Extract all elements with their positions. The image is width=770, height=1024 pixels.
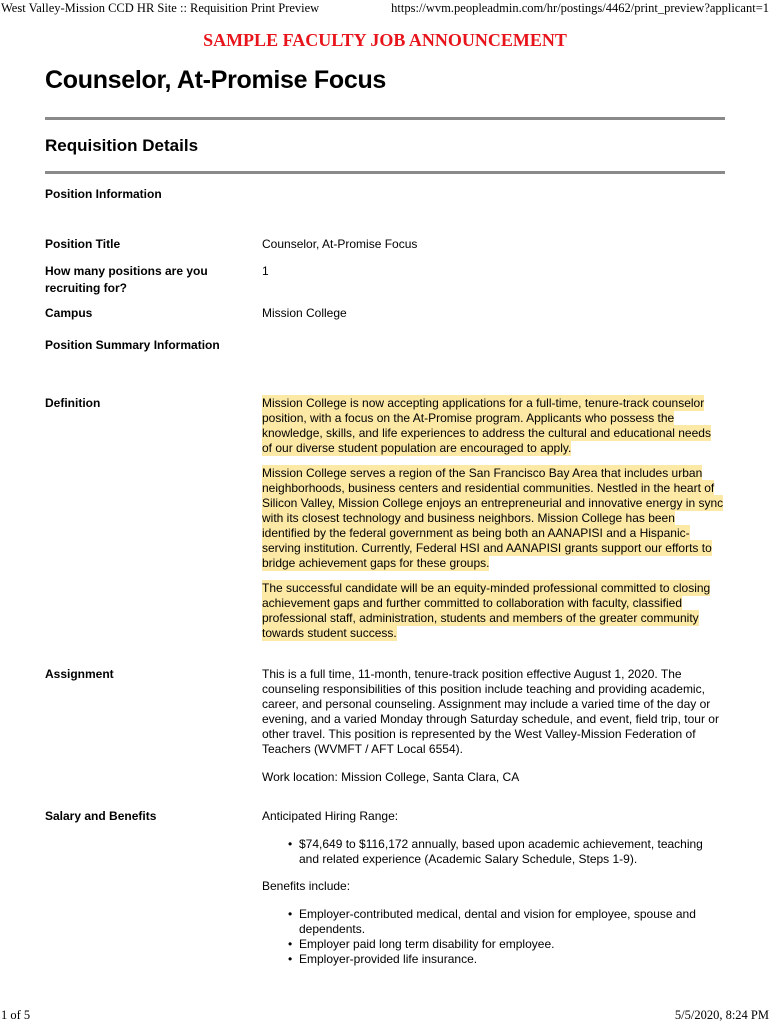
position-summary-heading: Position Summary Information — [45, 338, 220, 352]
position-title-label: Position Title — [45, 237, 121, 251]
campus-label: Campus — [45, 306, 93, 320]
sample-banner: SAMPLE FACULTY JOB ANNOUNCEMENT — [203, 30, 567, 50]
definition-paragraph: The successful candidate will be an equity-minded professional committed to closing achievement gaps and further committed to collaboration with faculty, classified professional staff, administration, students and members of the greater community towards student success. — [262, 581, 711, 640]
definition-value — [262, 396, 724, 651]
definition-paragraph: Mission College serves a region of the San Francisco Bay Area that includes urban neighborhoods, business centers and residential communities. Nestled in the heart of Silicon Valley, Mission College enjoys an entrepreneurial and innovative energy in sync with its closest technology and business neighbors. Mission College has been identified by the federal government as being both an AANAPISI and a Hispanic-serving institution. Currently, Federal HSI and AANAPISI grants support our efforts to bridge achievement gaps for these groups. — [262, 466, 724, 570]
title-divider — [45, 117, 725, 120]
positions-count-value: 1 — [262, 264, 269, 278]
assignment-label: Assignment — [45, 667, 114, 681]
benefits-intro: Benefits include: — [262, 879, 351, 893]
position-information-heading: Position Information — [45, 187, 162, 201]
list-item: • $74,649 to $116,172 annually, based upon academic achievement, teaching and related experience (Academic Salary Schedule, Steps 1-9). — [299, 837, 724, 867]
section-title: Requisition Details — [45, 136, 199, 155]
printed-at: 5/5/2020, 8:24 PM — [674, 1008, 769, 1022]
assignment-value — [262, 667, 724, 795]
assignment-paragraph: This is a full time, 11-month, tenure-track position effective August 1, 2020. The counseling responsibilities of this position include teaching and providing academic, career, and personal counseling. Assignment may include a varied time of the day or evening, and a varied Monday through Saturday schedule, and event, field trip, tour or other travel. This position is represented by the West Valley-Mission Federation of Teachers (WVMFT / AFT Local 6554). — [262, 667, 719, 756]
job-title: Counselor, At-Promise Focus — [45, 66, 387, 94]
definition-paragraph: Mission College is now accepting applications for a full-time, tenure-track counselor position, with a focus on the At-Promise program. Applicants who possess the knowledge, skills, and life experiences to address the cultural and educational needs of our diverse student population are encouraged to apply. — [262, 396, 711, 455]
print-header — [0, 1, 770, 17]
campus-value: Mission College — [262, 306, 347, 320]
salary-list — [262, 837, 724, 867]
position-title-value: Counselor, At-Promise Focus — [262, 237, 418, 251]
list-item: • Employer-provided life insurance. — [299, 952, 724, 967]
salary-intro: Anticipated Hiring Range: — [262, 809, 399, 823]
page-count: 1 of 5 — [1, 1008, 31, 1022]
benefits-list — [262, 907, 724, 967]
print-header-page-title: West Valley-Mission CCD HR Site :: Requisition Print Preview — [1, 1, 320, 15]
list-item: • Employer-contributed medical, dental and vision for employee, spouse and dependents. — [299, 907, 724, 937]
print-header-url: https://wvm.peopleadmin.com/hr/postings/4462/print_preview?applicant=1 — [391, 1, 769, 15]
list-item: • Employer paid long term disability for employee. — [299, 937, 724, 952]
definition-label: Definition — [45, 396, 101, 410]
section-divider — [45, 171, 725, 174]
salary-benefits-label: Salary and Benefits — [45, 809, 157, 823]
positions-count-label: How many positions are you recruiting for? — [45, 264, 208, 295]
work-location: Work location: Mission College, Santa Clara, CA — [262, 770, 520, 784]
salary-benefits-value — [262, 809, 724, 979]
